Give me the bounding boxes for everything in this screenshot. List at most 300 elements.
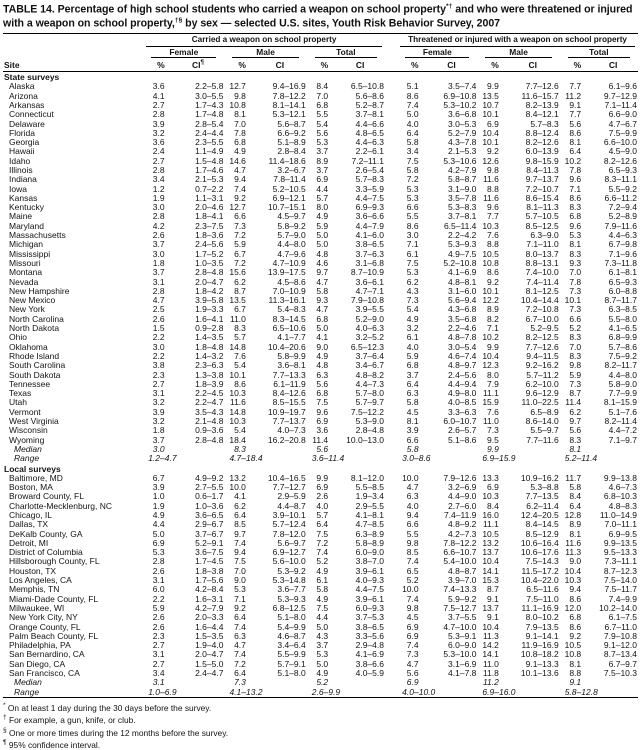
ci-cell: 3.8–6.5 <box>355 240 384 250</box>
ci-cell: 5.5–9.2 <box>608 184 637 194</box>
site-cell: Idaho <box>9 156 31 166</box>
threatened-male-header: Male <box>477 47 559 58</box>
ci-cell: 5.8–9.2 <box>277 221 306 231</box>
pct-cell: 9.9 <box>487 82 499 92</box>
section-label: State surveys <box>4 72 60 83</box>
pct-cell: 5.3 <box>406 193 419 203</box>
site-cell: Arizona <box>9 91 38 101</box>
empty-cell <box>253 445 307 454</box>
ci-cell: 8.3–14.5 <box>272 314 306 324</box>
ci-cell: 5.3–8.3 <box>448 203 477 213</box>
pct-cell: 7.3 <box>569 379 582 389</box>
pct-cell: 7.8 <box>234 128 246 138</box>
ci-cell: 3.5–6.8 <box>448 314 477 324</box>
pct-cell: 8.5 <box>234 520 246 530</box>
gutter-cell <box>385 436 397 445</box>
table-row <box>3 557 638 566</box>
median-value: 5.6 <box>316 444 329 454</box>
pct-cell: 4.9 <box>152 510 165 520</box>
gutter-cell <box>385 352 397 361</box>
ci-cell: 6.1–8.1 <box>608 268 637 278</box>
pct-cell: 10.5 <box>482 249 499 259</box>
pct-cell: 4.7 <box>406 483 419 493</box>
ci-cell: 8.4–11.3 <box>526 166 559 175</box>
carried-group-header <box>143 34 385 47</box>
ci-cell: 7.5–12.7 <box>443 603 477 613</box>
pct-cell: 7.1 <box>569 184 582 194</box>
site-cell: Illinois <box>9 166 33 175</box>
ci-cell: 1.5–5.0 <box>195 659 224 669</box>
ci-cell: 7.4–13.3 <box>443 585 477 595</box>
pct-cell: 9.2 <box>569 631 582 641</box>
pct-cell: 6.4 <box>234 613 246 623</box>
ci-cell: 4.2–8.4 <box>195 585 224 595</box>
table-row <box>3 650 638 659</box>
ci-cell: 7.5–10.3 <box>603 669 637 679</box>
pct-cell: 10.4 <box>482 351 499 361</box>
ci-cell: 6.3–8.9 <box>355 529 384 539</box>
pct-cell: 7.2 <box>234 258 246 268</box>
section-header-row <box>3 464 638 474</box>
site-cell: Wyoming <box>9 435 45 445</box>
pct-cell: 10.0 <box>402 585 419 595</box>
ci-footnote-mark: ¶ <box>200 58 205 66</box>
ci-cell: 3.3–5.9 <box>355 184 384 194</box>
ci-cell: 0.9–3.6 <box>195 426 224 436</box>
pct-cell: 10.0 <box>229 483 246 493</box>
pct-cell: 6.4 <box>234 510 246 520</box>
pct-cell: 7.0 <box>234 119 246 129</box>
site-cell: Houston, TX <box>9 566 57 576</box>
ci-column-header: CI <box>335 58 385 72</box>
gutter-cell <box>385 530 397 539</box>
ci-cell: 9.6–12.9 <box>525 389 559 399</box>
site-cell: New Hampshire <box>9 286 70 296</box>
ci-cell: 8.0–10.2 <box>525 613 559 623</box>
pct-cell: 2.6 <box>152 613 165 623</box>
pct-cell: 11.4 <box>565 398 582 408</box>
empty-cell <box>172 678 225 687</box>
pct-cell: 8.5 <box>406 548 419 558</box>
range-value: 1.0–6.9 <box>148 687 177 697</box>
ci-cell: 10.7–15.1 <box>267 203 306 213</box>
ci-cell: 5.7–10.5 <box>525 212 559 222</box>
pct-cell: 9.8 <box>234 91 246 101</box>
subgroup-header-row <box>3 47 638 58</box>
table-row <box>3 641 638 650</box>
pct-cell: 14.8 <box>229 407 246 417</box>
median-value: 3.0 <box>152 444 165 454</box>
ci-cell: 5.3–8.8 <box>530 483 559 493</box>
ci-cell: 1.1–3.1 <box>195 193 224 203</box>
ci-cell: 3.9–6.1 <box>355 594 384 604</box>
ci-column-header: CI <box>426 58 478 72</box>
table-row <box>3 92 638 101</box>
ci-cell: 0.7–2.2 <box>195 184 224 194</box>
gutter-cell <box>385 595 397 604</box>
gutter-cell <box>385 92 397 101</box>
site-cell: San Diego, CA <box>9 659 66 669</box>
ci-cell: 10.9–19.7 <box>267 407 306 417</box>
median-label: Median <box>14 678 42 688</box>
ci-cell: 4.1–6.9 <box>448 268 477 278</box>
pct-cell: 6.1 <box>406 249 419 259</box>
ci-cell: 3.5–7.4 <box>448 82 477 92</box>
pct-cell: 3.0 <box>152 342 165 352</box>
ci-cell: 5.6–9.7 <box>277 538 306 548</box>
pct-cell: 6.2 <box>234 501 246 511</box>
site-cell: Missouri <box>9 258 41 268</box>
table-row <box>3 483 638 492</box>
site-cell: South Carolina <box>9 361 66 371</box>
ci-cell: 2.7–6.0 <box>448 501 477 511</box>
ci-cell: 1.1–4.9 <box>195 147 224 157</box>
range-value: 2.6–9.9 <box>311 687 341 697</box>
ci-cell: 4.8–8.7 <box>448 566 477 576</box>
ci-cell: 3.1–6.8 <box>355 258 384 268</box>
pct-cell: 4.1 <box>152 91 165 101</box>
ci-cell: 1.4–3.2 <box>195 351 224 361</box>
ci-cell: 6.6–9.0 <box>608 110 637 120</box>
pct-cell: 3.2 <box>152 128 165 138</box>
pct-cell: 9.9 <box>487 342 499 352</box>
pct-cell: 9.8 <box>569 361 582 371</box>
ci-cell: 3.2–6.9 <box>448 483 477 493</box>
ci-cell: 8.2–12.6 <box>603 156 637 166</box>
ci-cell: 5.8–8.7 <box>448 175 477 185</box>
pct-cell: 14.8 <box>229 342 246 352</box>
pct-cell: 13.7 <box>482 548 499 558</box>
pct-cell: 9.8 <box>406 538 419 548</box>
pct-cell: 9.1 <box>487 594 499 604</box>
pct-cell: 5.3 <box>569 231 582 241</box>
pct-cell: 5.8 <box>316 585 329 595</box>
pct-cell: 8.1 <box>234 110 246 120</box>
threatened-group-label: Threatened or injured with a weapon on school property <box>400 34 635 46</box>
ci-cell: 1.7–5.2 <box>195 249 224 259</box>
pct-cell: 9.2 <box>487 147 499 157</box>
ci-cell: 2.9–4.8 <box>355 641 384 651</box>
site-cell: Milwaukee, WI <box>9 603 65 613</box>
ci-cell: 5.5–8.0 <box>608 314 637 324</box>
ci-cell: 6.6–11.2 <box>604 193 637 203</box>
table-row <box>3 520 638 529</box>
table-row <box>3 567 638 576</box>
pct-cell: 3.1 <box>152 389 165 399</box>
pct-cell: 5.5 <box>406 529 419 539</box>
table-row <box>3 595 638 604</box>
gutter-cell <box>385 650 397 659</box>
pct-cell: 2.6 <box>152 622 165 632</box>
ci-cell: 8.2–12.6 <box>525 138 559 148</box>
pct-cell: 3.1 <box>152 277 165 287</box>
ci-cell: 11.0–14.9 <box>599 510 637 520</box>
ci-cell: 9.9–13.8 <box>603 473 637 483</box>
pct-cell: 6.1 <box>406 333 419 343</box>
site-cell: Boston, MA <box>9 483 53 493</box>
pct-cell: 5.9 <box>152 603 165 613</box>
pct-cell: 8.0 <box>487 370 499 380</box>
ci-cell: 4.2–7.9 <box>195 603 224 613</box>
pct-cell: 6.8 <box>234 138 246 148</box>
gutter-cell <box>385 324 397 333</box>
pct-cell: 2.2 <box>152 594 165 604</box>
pct-cell: 6.0 <box>152 585 165 595</box>
ci-cell: 3.9–5.8 <box>195 296 224 306</box>
title-footnote-marks-1: *† <box>445 3 453 10</box>
ci-cell: 4.4–7.9 <box>355 221 384 231</box>
ci-cell: 1.7–5.6 <box>195 576 224 586</box>
pct-cell: 9.2 <box>234 603 246 613</box>
ci-cell: 1.5–4.8 <box>195 156 224 166</box>
pct-cell: 5.2 <box>569 324 582 334</box>
pct-cell: 5.6 <box>569 119 582 129</box>
ci-cell: 0.6–1.7 <box>195 492 224 502</box>
pct-cell: 6.6 <box>406 203 419 213</box>
site-cell: Palm Beach County, FL <box>9 631 99 641</box>
ci-cell: 4.4–7.3 <box>355 379 384 389</box>
ci-cell: 5.7–9.0 <box>277 231 306 241</box>
median-value: 3.1 <box>152 678 165 688</box>
pct-cell: 13.5 <box>482 91 499 101</box>
ci-cell: 3.7–5.5 <box>448 613 477 623</box>
ci-cell: 10.9–16.2 <box>520 473 559 483</box>
table-row <box>3 530 638 539</box>
header-gutter <box>385 58 397 72</box>
median-value: 8.3 <box>234 444 246 454</box>
range-label: Range <box>14 454 40 464</box>
pct-cell: 6.9 <box>316 417 329 427</box>
pct-cell: 10.8 <box>564 650 582 660</box>
ci-cell: 4.7–7.1 <box>355 286 384 296</box>
range-value: 5.2–11.4 <box>564 454 598 464</box>
pct-cell: 5.7 <box>316 193 329 203</box>
pct-cell: 11.6 <box>482 175 499 185</box>
pct-cell: 2.8 <box>152 212 165 222</box>
ci-cell: 2.2–4.6 <box>448 324 477 334</box>
pct-cell: 7.7 <box>487 212 499 222</box>
range-value: 4.0–10.0 <box>402 687 436 697</box>
gutter-cell <box>385 203 397 212</box>
pct-cell: 4.6 <box>316 258 329 268</box>
pct-cell: 9.4 <box>406 510 419 520</box>
pct-cell: 6.1 <box>316 576 329 586</box>
pct-cell: 7.8 <box>569 166 582 175</box>
ci-cell: 3.1–6.9 <box>448 659 477 669</box>
site-cell: New York <box>9 305 45 315</box>
ci-cell: 2.6–5.4 <box>355 166 384 175</box>
pct-cell: 3.9 <box>152 407 165 417</box>
ci-cell: 3.6–7.5 <box>195 548 224 558</box>
ci-cell: 5.9–9.2 <box>448 594 477 604</box>
gutter-cell <box>385 688 397 698</box>
gutter-cell <box>385 305 397 314</box>
ci-cell: 6.9–12.7 <box>272 548 306 558</box>
pct-cell: 5.5 <box>316 110 329 120</box>
pct-cell: 10.2 <box>482 333 499 343</box>
ci-cell: 7.9–11.6 <box>604 221 637 231</box>
ci-cell: 7.7–12.7 <box>272 483 306 493</box>
pct-cell: 4.5 <box>406 613 419 623</box>
table-row <box>3 166 638 175</box>
ci-cell: 2.0–4.7 <box>195 650 224 660</box>
pct-cell: 9.5 <box>487 435 499 445</box>
ci-cell: 4.0–7.3 <box>277 426 306 436</box>
ci-cell: 6.0–9.0 <box>448 641 477 651</box>
ci-cell: 7.8–12.2 <box>443 538 477 548</box>
footnote-text: For example, a gun, knife, or club. <box>9 715 136 726</box>
pct-cell: 3.7 <box>316 166 329 175</box>
ci-cell: 8.4–14.5 <box>525 520 559 530</box>
pct-cell: 12.6 <box>482 156 499 166</box>
pct-cell: 6.9 <box>487 483 499 493</box>
ci-cell: 5.3–9.1 <box>448 631 477 641</box>
ci-cell: 10.1–13.6 <box>520 669 559 679</box>
table-row <box>3 138 638 147</box>
site-cell: Philadelphia, PA <box>9 641 71 651</box>
carried-female-header: Female <box>143 47 224 58</box>
ci-column-header: CI <box>588 58 638 72</box>
pct-cell: 15.9 <box>482 398 499 408</box>
ci-cell: 1.7–4.3 <box>195 100 224 110</box>
pct-cell: 7.8 <box>569 277 582 287</box>
ci-cell: 5.7–8.3 <box>355 175 384 185</box>
ci-cell: 10.4–22.0 <box>520 576 559 586</box>
ci-cell: 1.7–4.8 <box>195 110 224 120</box>
pct-cell: 2.6 <box>152 231 165 241</box>
ci-cell: 5.8–9.9 <box>277 351 306 361</box>
ci-cell: 4.8–9.7 <box>448 361 477 371</box>
pct-cell: 1.2 <box>152 184 165 194</box>
pct-cell: 7.4 <box>234 184 246 194</box>
pct-cell: 2.8 <box>152 557 165 567</box>
pct-cell: 11.8 <box>482 669 499 679</box>
ci-cell: 8.8–12.4 <box>525 128 559 138</box>
ci-cell: 5.4–8.3 <box>277 305 306 315</box>
ci-cell: 6.7–11.0 <box>604 622 637 632</box>
range-value: 4.7–18.4 <box>229 454 263 464</box>
pct-cell: 9.6 <box>569 175 582 185</box>
ci-cell: 10.6–17.6 <box>520 548 559 558</box>
ci-cell: 5.1–8.0 <box>277 613 306 623</box>
range-row <box>3 454 638 463</box>
pct-cell: 6.8 <box>316 389 329 399</box>
pct-cell: 8.7 <box>234 286 246 296</box>
ci-cell: 10.8–18.2 <box>520 650 559 660</box>
ci-cell: 1.3–3.8 <box>195 370 224 380</box>
table-row <box>3 101 638 110</box>
pct-cell: 8.3 <box>234 324 246 334</box>
pct-cell: 10.3 <box>564 576 582 586</box>
ci-cell: 6.3–9.0 <box>530 231 559 241</box>
table-row <box>3 604 638 613</box>
ci-cell: 7.9–12.6 <box>443 473 477 483</box>
ci-cell: 7.2–10.7 <box>525 184 559 194</box>
gutter-cell <box>385 389 397 398</box>
pct-cell: 12.7 <box>229 82 246 92</box>
ci-cell: 9.4–11.5 <box>526 351 559 361</box>
ci-cell: 5.5–9.7 <box>530 426 559 436</box>
ci-cell: 5.5–8.5 <box>355 483 384 493</box>
ci-cell: 7.5–9.9 <box>608 128 637 138</box>
pct-cell: 9.3 <box>316 296 329 306</box>
ci-cell: 2.2–4.7 <box>195 398 224 408</box>
range-value: 6.9–15.9 <box>482 454 516 464</box>
ci-cell: 7.7–11.6 <box>526 435 559 445</box>
ci-cell: 4.9–7.5 <box>448 249 477 259</box>
site-cell: Detroit, MI <box>9 538 49 548</box>
ci-cell: 6.8–9.9 <box>608 333 637 343</box>
pct-cell: 7.6 <box>487 407 499 417</box>
ci-cell: 1.8–4.2 <box>195 286 224 296</box>
median-value: 11.2 <box>482 678 499 688</box>
pct-cell: 6.8 <box>569 613 582 623</box>
pct-cell: 3.2 <box>406 324 419 334</box>
pct-cell: 10.8 <box>229 100 246 110</box>
ci-cell: 5.7–11.2 <box>526 370 559 380</box>
table-row <box>3 278 638 287</box>
pct-cell: 7.0 <box>569 268 582 278</box>
gutter-cell <box>385 101 397 110</box>
ci-cell: 1.9–3.3 <box>195 305 224 315</box>
pct-cell: 8.9 <box>316 156 329 166</box>
pct-cell: 5.0 <box>316 231 329 241</box>
ci-cell: 8.7–12.3 <box>603 566 637 576</box>
gutter-cell <box>385 511 397 520</box>
ci-cell: 4.3–6.8 <box>448 305 477 315</box>
ci-cell: 16.2–20.8 <box>267 435 306 445</box>
pct-cell: 2.3 <box>152 631 165 641</box>
table-row <box>3 474 638 483</box>
site-cell: Arkansas <box>9 100 45 110</box>
ci-cell: 6.5–8.9 <box>530 407 559 417</box>
table-row <box>3 82 638 91</box>
ci-cell: 2.1–5.3 <box>195 175 224 185</box>
table-row <box>3 259 638 268</box>
ci-cell: 5.3–10.0 <box>443 650 477 660</box>
pct-cell: 8.6 <box>569 594 582 604</box>
ci-cell: 7.9–10.8 <box>603 631 637 641</box>
pct-cell: 3.2 <box>152 398 165 408</box>
site-cell: Orange County, FL <box>9 622 81 632</box>
pct-cell: 8.3 <box>569 249 582 259</box>
ci-cell: 8.0–13.7 <box>525 249 559 259</box>
site-cell: Massachusetts <box>9 231 66 241</box>
gutter-cell <box>385 268 397 277</box>
ci-cell: 6.5–9.3 <box>608 277 637 287</box>
site-cell: District of Columbia <box>9 548 83 558</box>
pct-cell: 6.3 <box>234 631 246 641</box>
pct-cell: 10.1 <box>482 286 499 296</box>
pct-cell: 9.9 <box>316 473 329 483</box>
pct-cell: 2.7 <box>152 641 165 651</box>
ci-cell: 8.2–11.4 <box>604 417 637 427</box>
table-row <box>3 222 638 231</box>
ci-cell: 3.6–7.7 <box>277 585 306 595</box>
ci-cell: 3.1–6.0 <box>448 286 477 296</box>
gutter-cell <box>385 454 397 463</box>
site-cell: Kentucky <box>9 203 44 213</box>
ci-cell: 4.4–6.6 <box>355 119 384 129</box>
pct-cell: 11.1 <box>482 520 499 530</box>
pct-cell: 11.3 <box>482 631 499 641</box>
gutter-cell <box>385 548 397 557</box>
pct-cell: 2.6 <box>152 314 165 324</box>
ci-cell: 3.7–6.4 <box>355 351 384 361</box>
pct-cell: 8.7 <box>569 389 582 399</box>
ci-cell: 3.6–6.6 <box>355 212 384 222</box>
pct-cell: 4.1 <box>234 492 246 502</box>
